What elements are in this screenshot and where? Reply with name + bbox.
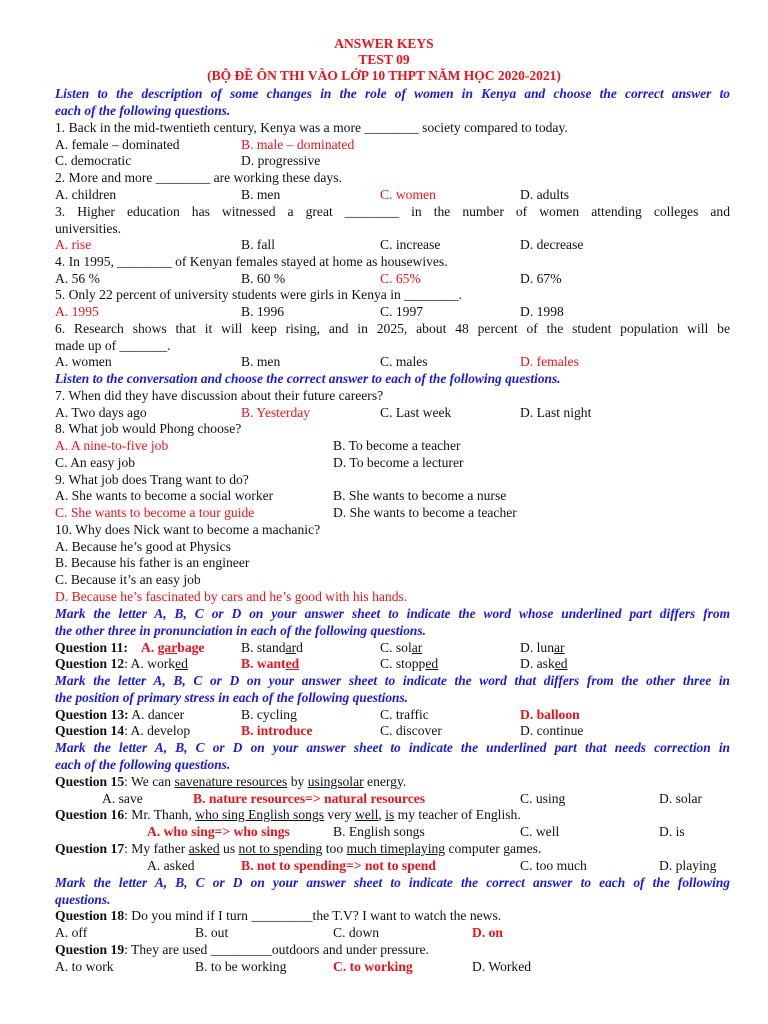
- q17-underlined-2: not to spending: [238, 841, 323, 856]
- q12-a-prefix: : A. work: [124, 656, 176, 671]
- q8-option-b: B. To become a teacher: [333, 438, 461, 453]
- q5-option-a-correct: A. 1995: [55, 304, 99, 319]
- q14-a-text: : A. develop: [124, 723, 191, 738]
- q8-options-row1: [55, 437, 755, 454]
- q10-option-b: B. Because his father is an engineer: [55, 555, 250, 570]
- q11-b-underlined: ar: [285, 640, 297, 655]
- q18-option-b: B. out: [195, 925, 229, 940]
- q16-text-2: very: [324, 807, 355, 822]
- q11-a-prefix: A.: [141, 640, 158, 655]
- q13-row: [55, 706, 755, 723]
- q19-text: : They are used _________outdoors and under pressure.: [124, 942, 429, 957]
- q2-option-b: B. men: [241, 187, 281, 202]
- q18-text: : Do you mind if I turn _________the T.V? I want to watch the news.: [124, 908, 502, 923]
- q9-option-a: A. She wants to become a social worker: [55, 488, 274, 503]
- q18-options: [55, 924, 755, 941]
- q5-option-c: C. 1997: [380, 304, 424, 319]
- q17-text-2: us: [219, 841, 239, 856]
- q14-option-c: C. discover: [380, 723, 442, 738]
- q17-label: Question 17: [55, 841, 125, 856]
- q1-option-d: D. progressive: [241, 153, 321, 168]
- q15-text-2: by: [287, 774, 308, 789]
- q3-option-c: C. increase: [380, 237, 441, 252]
- q15-option-a: A. save: [102, 791, 143, 806]
- section-1-instruction-cont: each of the following questions.: [55, 103, 231, 118]
- section-5-instruction: Mark the letter A, B, C or D on your answer sheet to indicate the underlined part that needs correction in: [55, 740, 730, 755]
- q10-option-c: C. Because it’s an easy job: [55, 572, 201, 587]
- q19-stem: [55, 941, 730, 958]
- q7-option-b-correct: B. Yesterday: [241, 405, 311, 420]
- q12-c-prefix: C. stopp: [380, 656, 426, 671]
- q16-option-a-correct: A. who sing=> who sings: [147, 824, 290, 839]
- section-4-instruction: Mark the letter A, B, C or D on your answer sheet to indicate the word that differs from the other three in: [55, 673, 730, 688]
- q9-option-c-correct: C. She wants to become a tour guide: [55, 505, 255, 520]
- q19-option-c-correct: C. to working: [333, 959, 413, 974]
- q16-option-b: B. English songs: [333, 824, 425, 839]
- q16-text-4: my teacher of English.: [394, 807, 521, 822]
- q3-stem: 3. Higher education has witnessed a great ________ in the number of women attending colleges and: [55, 204, 730, 219]
- q1-option-a: A. female – dominated: [55, 137, 180, 152]
- q17-stem: [55, 840, 730, 857]
- q17-text-1: : My father: [124, 841, 189, 856]
- q14-option-a: [55, 722, 190, 739]
- section-2-instruction: Listen to the conversation and choose the correct answer to each of the following questions.: [55, 371, 561, 386]
- q8-options-row2: [55, 454, 755, 471]
- q1-option-b-correct: B. male – dominated: [241, 137, 355, 152]
- doc-subtitle: (BỘ ĐỀ ÔN THI VÀO LỚP 10 THPT NĂM HỌC 2020-2021): [207, 68, 561, 83]
- q5-options: [55, 303, 755, 320]
- q9-options-row1: [55, 487, 755, 504]
- q6-option-b: B. men: [241, 354, 281, 369]
- q18-option-d-correct: D. on: [472, 925, 503, 940]
- q19-option-d: D. Worked: [472, 959, 532, 974]
- q11-b-prefix: B. stand: [241, 640, 286, 655]
- q11-option-b: [241, 639, 303, 656]
- q14-row: [55, 722, 755, 739]
- q14-label: Question 14: [55, 723, 125, 738]
- q4-options: [55, 270, 755, 287]
- q12-option-c: [380, 655, 438, 672]
- doc-title: ANSWER KEYS: [334, 36, 434, 51]
- q16-text-3: ,: [378, 807, 386, 822]
- section-6-instruction: Mark the letter A, B, C or D on your answer sheet to indicate the correct answer to each of the following: [55, 875, 730, 890]
- q16-underlined-2: well: [354, 807, 379, 822]
- q19-option-a: A. to work: [55, 959, 114, 974]
- q9-options-row2: [55, 504, 755, 521]
- q2-option-c-correct: C. women: [380, 187, 436, 202]
- q16-text-1: : Mr. Thanh,: [124, 807, 196, 822]
- section-3-instruction-cont: the other three in pronunciation in each of the following questions.: [55, 623, 426, 638]
- q7-option-c: C. Last week: [380, 405, 452, 420]
- q17-option-a: A. asked: [147, 858, 195, 873]
- q5-option-d: D. 1998: [520, 304, 564, 319]
- q11-c-prefix: C. sol: [380, 640, 412, 655]
- q6-option-d-correct: D. females: [520, 354, 579, 369]
- q1-stem: 1. Back in the mid-twentieth century, Kenya was a more ________ society compared to today.: [55, 120, 568, 135]
- q13-option-d-correct: D. balloon: [520, 707, 580, 722]
- q15-option-d: D. solar: [659, 791, 703, 806]
- q15-options: [55, 790, 755, 807]
- q4-option-c-correct: C. 65%: [380, 271, 421, 286]
- q7-options: [55, 404, 755, 421]
- q1-options-row1: [55, 136, 755, 153]
- q18-stem: [55, 907, 730, 924]
- section-5-instruction-cont: each of the following questions.: [55, 757, 231, 772]
- section-6-instruction-cont: questions.: [55, 892, 111, 907]
- q10-option-d-correct: D. Because he’s fascinated by cars and he’s good with his hands.: [55, 589, 408, 604]
- section-1-instruction: Listen to the description of some changes in the role of women in Kenya and choose the correct answer to: [55, 86, 730, 101]
- q15-option-b-correct: B. nature resources=> natural resources: [193, 791, 426, 806]
- q3-option-d: D. decrease: [520, 237, 584, 252]
- q5-stem: 5. Only 22 percent of university students were girls in Kenya in ________.: [55, 287, 462, 302]
- q2-options: [55, 186, 755, 203]
- q2-stem: 2. More and more ________ are working these days.: [55, 170, 342, 185]
- q6-options: [55, 353, 755, 370]
- q17-text-3: too: [322, 841, 347, 856]
- q7-option-d: D. Last night: [520, 405, 592, 420]
- q16-option-d: D. is: [659, 824, 685, 839]
- q16-underlined-1: who sing English songs: [195, 807, 325, 822]
- q3-stem-cont: universities.: [55, 221, 122, 236]
- q18-option-a: A. off: [55, 925, 88, 940]
- q17-option-d: D. playing: [659, 858, 717, 873]
- q16-options: [55, 823, 755, 840]
- q13-option-b: B. cycling: [241, 707, 297, 722]
- q3-option-b: B. fall: [241, 237, 275, 252]
- q11-row: [55, 639, 755, 656]
- q11-a-underlined: gar: [157, 640, 178, 655]
- q1-options-row2: [55, 152, 755, 169]
- q11-b-suffix: d: [296, 640, 303, 655]
- q12-b-underlined: ed: [285, 656, 300, 671]
- q17-option-b-correct: B. not to spending=> not to spend: [241, 858, 436, 873]
- q11-a-suffix: bage: [177, 640, 205, 655]
- q3-option-a-correct: A. rise: [55, 237, 92, 252]
- q15-underlined-1: savenature resources: [174, 774, 288, 789]
- q9-option-d: D. She wants to become a teacher: [333, 505, 517, 520]
- q11-option-d: [520, 639, 565, 656]
- q16-stem: [55, 806, 730, 823]
- q3-options: [55, 236, 755, 253]
- q7-stem: 7. When did they have discussion about their future careers?: [55, 388, 384, 403]
- q12-row: [55, 655, 755, 672]
- q13-a-text: A. dancer: [128, 707, 185, 722]
- q15-label: Question 15: [55, 774, 125, 789]
- q17-underlined-3: much timeplaying: [346, 841, 446, 856]
- q4-option-d: D. 67%: [520, 271, 562, 286]
- q13-option-c: C. traffic: [380, 707, 429, 722]
- q12-option-b-correct: [241, 655, 299, 672]
- q15-underlined-2: usingsolar: [307, 774, 364, 789]
- q12-c-underlined: ed: [425, 656, 439, 671]
- q12-a-underlined: ed: [175, 656, 188, 671]
- q19-label: Question 19: [55, 942, 125, 957]
- q8-option-c: C. An easy job: [55, 455, 136, 470]
- q13-option-a: [55, 706, 184, 723]
- q2-option-d: D. adults: [520, 187, 570, 202]
- q1-option-c: C. democratic: [55, 153, 132, 168]
- q11-c-underlined: ar: [411, 640, 423, 655]
- q13-label: Question 13:: [55, 707, 129, 722]
- q16-underlined-3: is: [385, 807, 395, 822]
- q9-stem: 9. What job does Trang want to do?: [55, 472, 249, 487]
- q6-stem-cont: made up of _______.: [55, 338, 171, 353]
- q17-option-c: C. too much: [520, 858, 587, 873]
- q17-options: [55, 857, 755, 874]
- q11-label: Question 11:: [55, 640, 128, 655]
- q19-option-b: B. to be working: [195, 959, 287, 974]
- q19-options: [55, 958, 755, 975]
- q12-option-a: [55, 655, 188, 672]
- q11-d-prefix: D. lun: [520, 640, 554, 655]
- q2-option-a: A. children: [55, 187, 117, 202]
- q14-option-b-correct: B. introduce: [241, 723, 313, 738]
- section-4-instruction-cont: the position of primary stress in each of the following questions.: [55, 690, 409, 705]
- q12-label: Question 12: [55, 656, 125, 671]
- q9-option-b: B. She wants to become a nurse: [333, 488, 507, 503]
- q10-option-a: A. Because he’s good at Physics: [55, 539, 231, 554]
- q12-d-underlined: ed: [554, 656, 568, 671]
- q7-option-a: A. Two days ago: [55, 405, 147, 420]
- q4-stem: 4. In 1995, ________ of Kenyan females stayed at home as housewives.: [55, 254, 448, 269]
- q14-option-d: D. continue: [520, 723, 584, 738]
- q18-label: Question 18: [55, 908, 125, 923]
- q4-option-b: B. 60 %: [241, 271, 286, 286]
- q17-underlined-1: asked: [188, 841, 220, 856]
- q6-option-c: C. males: [380, 354, 428, 369]
- q12-option-d: [520, 655, 568, 672]
- q17-text-4: computer games.: [445, 841, 542, 856]
- q15-stem: [55, 773, 730, 790]
- q6-stem: 6. Research shows that it will keep rising, and in 2025, about 48 percent of the student population will be: [55, 321, 730, 336]
- q15-option-c: C. using: [520, 791, 566, 806]
- q11-option-c: [380, 639, 422, 656]
- q8-stem: 8. What job would Phong choose?: [55, 421, 242, 436]
- q16-option-c: C. well: [520, 824, 560, 839]
- q11-d-underlined: ar: [553, 640, 565, 655]
- q6-option-a: A. women: [55, 354, 112, 369]
- q4-option-a: A. 56 %: [55, 271, 100, 286]
- q18-option-c: C. down: [333, 925, 380, 940]
- q11-option-a-correct: [141, 639, 204, 656]
- q15-text-3: energy.: [363, 774, 407, 789]
- q8-option-a-correct: A. A nine-to-five job: [55, 438, 169, 453]
- q16-label: Question 16: [55, 807, 125, 822]
- q12-d-prefix: D. ask: [520, 656, 555, 671]
- q10-stem: 10. Why does Nick want to become a machanic?: [55, 522, 321, 537]
- test-number: TEST 09: [358, 52, 410, 67]
- section-3-instruction: Mark the letter A, B, C or D on your answer sheet to indicate the word whose underlined part differs from: [55, 606, 730, 621]
- q15-text-1: : We can: [124, 774, 175, 789]
- q8-option-d: D. To become a lecturer: [333, 455, 464, 470]
- q12-b-prefix: B. want: [241, 656, 286, 671]
- q5-option-b: B. 1996: [241, 304, 285, 319]
